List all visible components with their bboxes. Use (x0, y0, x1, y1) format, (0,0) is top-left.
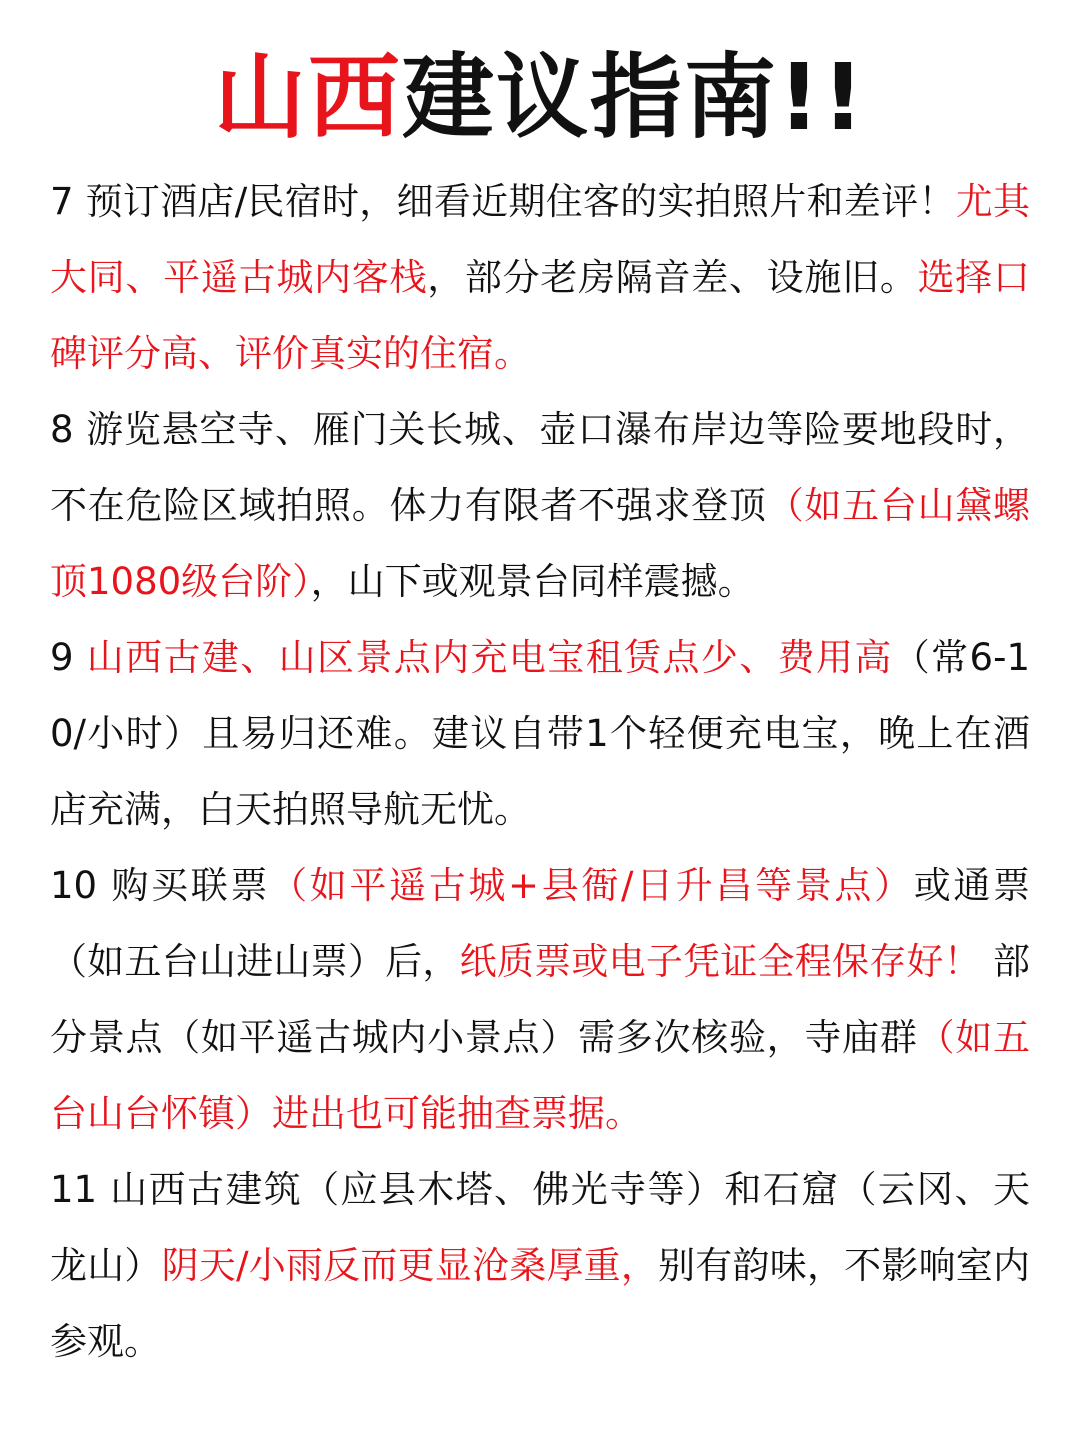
tip-8-text: ，山下或观景台同样震撼。 (310, 560, 755, 603)
tip-10-text: 部分景点（如平遥古城内小景点）需多次核验，寺庙群 (50, 940, 1031, 1059)
tip-10-highlight: （如五台山台怀镇）进出也可能抽查票据。 (50, 1016, 1031, 1135)
page-title (50, 0, 1030, 154)
tip-9 (50, 620, 1030, 848)
tip-10 (50, 848, 1030, 1152)
title-red-part: 山西 (214, 44, 403, 151)
tip-7-highlight: 尤其大同、平遥古城内客栈 (50, 180, 1030, 299)
tip-8 (50, 392, 1030, 620)
tip-7 (50, 164, 1030, 392)
tip-7-highlight: 选择口碑评分高、评价真实的住宿。 (50, 256, 1031, 375)
tip-7-text: ，部分老房隔音差、设施旧。 (427, 256, 918, 299)
tip-11-highlight: 阴天/小雨反而更显沧桑厚重， (161, 1244, 659, 1287)
tip-10-highlight: 纸质票或电子凭证全程保存好！ (459, 940, 981, 983)
tip-11-text: 别有韵味，不影响室内参观。 (50, 1244, 1031, 1363)
tip-9-text: （常6-10/小时）且易归还难。建议自带1个轻便充电宝，晚上在酒店充满，白天拍照导航无忧。 (50, 636, 1030, 831)
tip-11-text: 11 山西古建筑（应县木塔、佛光寺等）和石窟（云冈、天龙山） (50, 1168, 1030, 1287)
tip-10-text: 10 购买联票 (50, 864, 271, 907)
tip-9-number: 9 (50, 636, 87, 679)
tip-7-text: 7 预订酒店/民宿时，细看近期住客的实拍照片和差评！ (50, 180, 956, 223)
tip-8-highlight: （如五台山黛螺顶1080级台阶） (50, 484, 1031, 603)
title-black-part: 建议指南!! (402, 44, 866, 151)
tip-8-text: 8 游览悬空寺、雁门关长城、壶口瀑布岸边等险要地段时，不在危险区域拍照。体力有限者不强求登顶 (50, 408, 1030, 527)
tip-10-text: 或通票（如五台山进山票）后， (50, 864, 1031, 983)
tip-9-highlight: 山西古建、山区景点内充电宝租赁点少、费用高 (86, 636, 893, 679)
tip-10-highlight: （如平遥古城+县衙/日升昌等景点） (270, 864, 914, 907)
tips-list (50, 164, 1030, 1380)
tip-11 (50, 1152, 1030, 1380)
